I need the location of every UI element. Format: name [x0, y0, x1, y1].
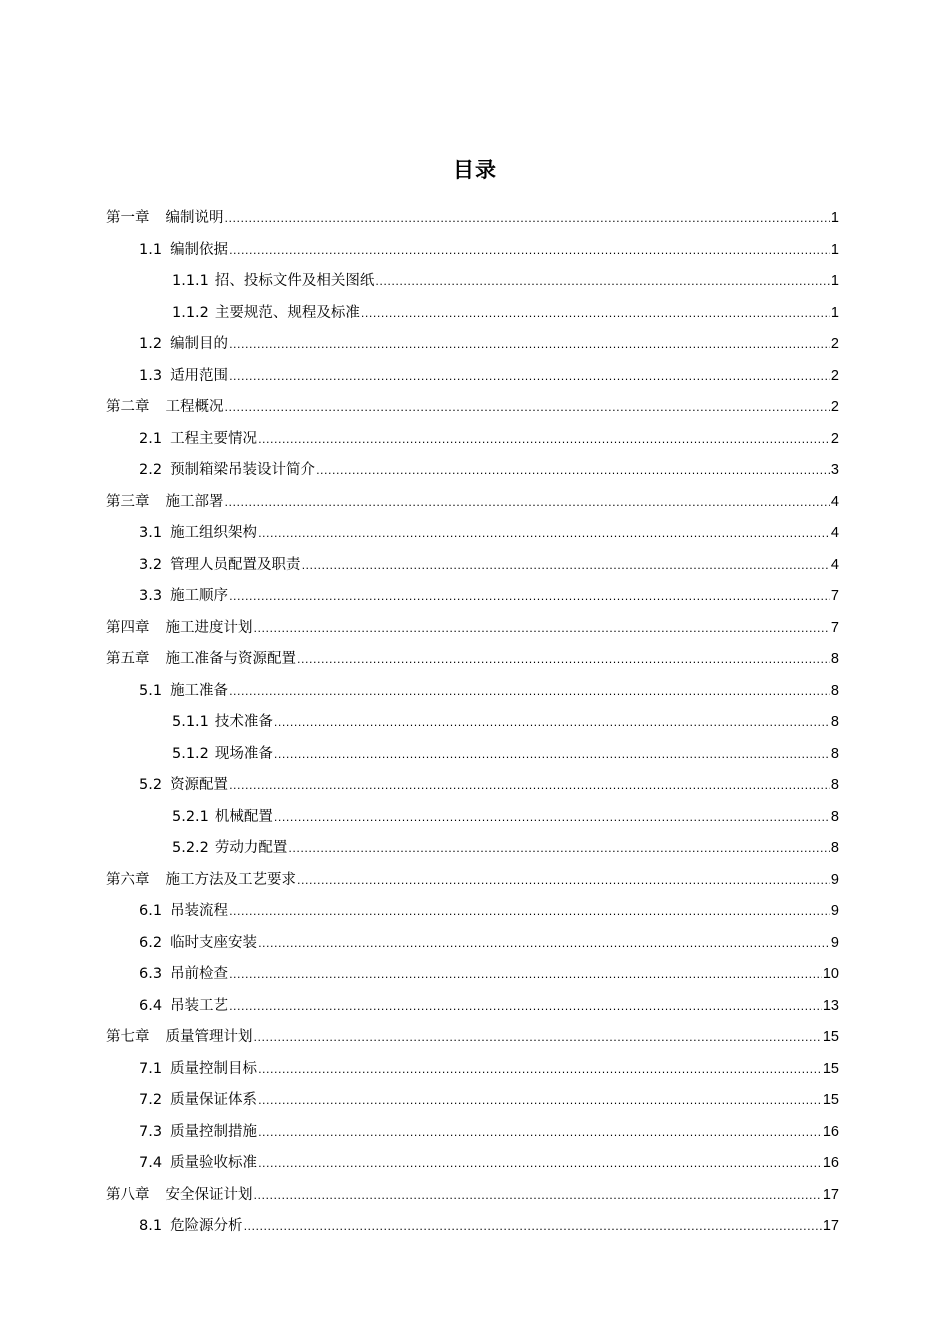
toc-entry-title: 劳动力配置	[214, 840, 288, 856]
toc-entry[interactable]	[106, 1148, 839, 1180]
toc-entry[interactable]	[106, 266, 839, 298]
toc-entry[interactable]	[106, 298, 839, 330]
toc-dot-leader	[297, 644, 830, 676]
toc-page-number: 8	[830, 714, 839, 730]
toc-entry[interactable]	[106, 1022, 839, 1054]
toc-entry-title: 机械配置	[214, 808, 273, 825]
toc-page-number: 8	[830, 777, 839, 793]
toc-entry[interactable]	[106, 644, 839, 676]
toc-page-number: 4	[830, 493, 839, 510]
toc-page-number: 15	[822, 1092, 839, 1108]
table-of-contents	[106, 203, 839, 1243]
toc-dot-leader	[254, 1180, 822, 1212]
toc-entry-number: 8.1	[139, 1218, 163, 1234]
toc-dot-leader	[229, 896, 830, 928]
toc-page-number: 7	[830, 588, 839, 604]
toc-dot-leader	[254, 1022, 822, 1054]
toc-page-number: 16	[822, 1155, 839, 1171]
toc-entry[interactable]	[106, 1211, 839, 1243]
toc-entry-title: 质量保证体系	[170, 1092, 258, 1108]
toc-entry-title: 质量控制措施	[170, 1123, 258, 1140]
toc-page-number: 8	[830, 682, 839, 699]
toc-entry[interactable]	[106, 1054, 839, 1086]
toc-entry[interactable]	[106, 833, 839, 865]
toc-dot-leader	[225, 392, 830, 424]
toc-dot-leader	[229, 991, 822, 1023]
toc-entry[interactable]	[106, 676, 839, 708]
toc-entry-number: 2.1	[139, 430, 163, 447]
toc-entry[interactable]	[106, 203, 839, 235]
toc-entry[interactable]	[106, 550, 839, 582]
toc-entry-number: 7.4	[139, 1155, 163, 1171]
toc-entry-number: 6.4	[139, 997, 163, 1014]
toc-dot-leader	[258, 1148, 822, 1180]
toc-page-number: 16	[822, 1123, 839, 1140]
toc-entry-number: 2.2	[139, 462, 163, 478]
toc-entry-title: 吊装工艺	[170, 997, 229, 1014]
toc-entry-title: 适用范围	[170, 367, 229, 384]
toc-entry-number: 3.2	[139, 556, 163, 573]
toc-page-number: 15	[822, 1029, 839, 1045]
toc-entry[interactable]	[106, 707, 839, 739]
toc-entry[interactable]	[106, 991, 839, 1023]
toc-entry[interactable]	[106, 1085, 839, 1117]
toc-dot-leader	[274, 802, 830, 834]
toc-page-number: 2	[830, 367, 839, 384]
toc-entry-title: 施工顺序	[170, 588, 229, 604]
toc-entry-title: 施工准备	[170, 682, 229, 699]
toc-entry-number: 5.1.2	[172, 745, 209, 762]
toc-dot-leader	[297, 865, 830, 897]
toc-entry-title: 编制依据	[170, 241, 229, 258]
toc-entry-number: 1.1.2	[172, 304, 209, 321]
toc-entry-title: 编制说明	[165, 210, 224, 226]
toc-entry-title: 招、投标文件及相关图纸	[214, 273, 375, 289]
toc-dot-leader	[316, 455, 830, 487]
toc-entry-title: 安全保证计划	[165, 1186, 253, 1203]
toc-entry-title: 工程主要情况	[170, 430, 258, 447]
toc-entry[interactable]	[106, 361, 839, 393]
toc-dot-leader	[229, 235, 830, 267]
toc-page-number: 2	[830, 430, 839, 447]
toc-entry-title: 工程概况	[165, 399, 224, 415]
toc-entry[interactable]	[106, 865, 839, 897]
toc-entry-title: 预制箱梁吊装设计简介	[170, 462, 316, 478]
toc-entry[interactable]	[106, 959, 839, 991]
toc-entry-title: 编制目的	[170, 336, 229, 352]
toc-entry-number: 5.1.1	[172, 714, 209, 730]
toc-entry[interactable]	[106, 739, 839, 771]
toc-entry-number: 第八章	[106, 1186, 150, 1203]
toc-page-number: 4	[830, 525, 839, 541]
toc-page-number: 2	[830, 336, 839, 352]
toc-entry[interactable]	[106, 770, 839, 802]
toc-entry-number: 6.3	[139, 966, 163, 982]
toc-page-number: 9	[830, 871, 839, 888]
toc-entry[interactable]	[106, 455, 839, 487]
toc-entry-number: 1.3	[139, 367, 163, 384]
toc-entry[interactable]	[106, 802, 839, 834]
toc-entry-number: 第四章	[106, 619, 150, 636]
toc-entry[interactable]	[106, 487, 839, 519]
toc-entry-title: 吊装流程	[170, 903, 229, 919]
toc-entry-title: 现场准备	[214, 745, 273, 762]
toc-page-number: 1	[830, 241, 839, 258]
toc-entry[interactable]	[106, 518, 839, 550]
toc-entry-number: 第二章	[106, 399, 150, 415]
toc-page-number: 17	[822, 1186, 839, 1203]
toc-title: 目录	[453, 158, 497, 182]
toc-entry-title: 吊前检查	[170, 966, 229, 982]
toc-dot-leader	[375, 266, 830, 298]
toc-dot-leader	[258, 1117, 822, 1149]
toc-page-number: 8	[830, 808, 839, 825]
toc-entry[interactable]	[106, 392, 839, 424]
toc-entry-number: 3.3	[139, 588, 163, 604]
toc-entry-number: 5.2.2	[172, 840, 209, 856]
toc-entry-title: 技术准备	[214, 714, 273, 730]
toc-entry-title: 施工进度计划	[165, 619, 253, 636]
toc-entry-title: 临时支座安装	[170, 934, 258, 951]
toc-dot-leader	[229, 959, 822, 991]
toc-dot-leader	[229, 676, 830, 708]
toc-dot-leader	[254, 613, 830, 645]
toc-entry[interactable]	[106, 235, 839, 267]
toc-dot-leader	[225, 487, 830, 519]
toc-dot-leader	[229, 361, 830, 393]
toc-page-number: 1	[830, 210, 839, 226]
toc-page-number: 8	[830, 651, 839, 667]
toc-dot-leader	[225, 203, 830, 235]
toc-entry-number: 3.1	[139, 525, 163, 541]
toc-dot-leader	[361, 298, 830, 330]
toc-entry-number: 第五章	[106, 651, 150, 667]
toc-dot-leader	[274, 739, 830, 771]
toc-page-number: 8	[830, 745, 839, 762]
toc-entry-title: 管理人员配置及职责	[170, 556, 301, 573]
toc-entry[interactable]	[106, 424, 839, 456]
toc-dot-leader	[229, 581, 830, 613]
toc-page-number: 7	[830, 619, 839, 636]
toc-entry-title: 施工组织架构	[170, 525, 258, 541]
toc-dot-leader	[258, 518, 830, 550]
toc-entry[interactable]	[106, 329, 839, 361]
toc-entry-number: 6.2	[139, 934, 163, 951]
toc-page-number: 9	[830, 934, 839, 951]
toc-entry-title: 施工部署	[165, 493, 224, 510]
toc-dot-leader	[258, 1054, 822, 1086]
toc-entry[interactable]	[106, 1180, 839, 1212]
toc-entry[interactable]	[106, 896, 839, 928]
toc-entry-number: 第三章	[106, 493, 150, 510]
toc-entry-title: 危险源分析	[170, 1218, 243, 1234]
toc-entry-number: 1.2	[139, 336, 163, 352]
toc-dot-leader	[302, 550, 830, 582]
toc-entry-number: 7.3	[139, 1123, 163, 1140]
toc-entry-title: 质量控制目标	[170, 1060, 258, 1077]
toc-entry[interactable]	[106, 928, 839, 960]
toc-page-number: 4	[830, 556, 839, 573]
toc-dot-leader	[229, 329, 830, 361]
toc-dot-leader	[288, 833, 830, 865]
toc-dot-leader	[244, 1211, 822, 1243]
toc-page-number: 10	[822, 966, 839, 982]
toc-page-number: 13	[822, 997, 839, 1014]
toc-entry-title: 施工方法及工艺要求	[165, 871, 296, 888]
toc-page-number: 2	[830, 399, 839, 415]
toc-entry-title: 质量验收标准	[170, 1155, 258, 1171]
toc-entry-title: 施工准备与资源配置	[165, 651, 296, 667]
toc-entry[interactable]	[106, 613, 839, 645]
toc-dot-leader	[229, 770, 830, 802]
toc-page-number: 15	[822, 1060, 839, 1077]
toc-entry-number: 7.1	[139, 1060, 163, 1077]
toc-dot-leader	[258, 424, 830, 456]
toc-entry-number: 5.2	[139, 777, 163, 793]
toc-page-number: 1	[830, 273, 839, 289]
toc-entry-title: 质量管理计划	[165, 1029, 253, 1045]
toc-entry-number: 6.1	[139, 903, 163, 919]
toc-entry-number: 第七章	[106, 1029, 150, 1045]
toc-entry-number: 5.2.1	[172, 808, 209, 825]
toc-entry-number: 1.1	[139, 241, 163, 258]
toc-page-number: 1	[830, 304, 839, 321]
toc-page-number: 9	[830, 903, 839, 919]
toc-dot-leader	[258, 928, 830, 960]
toc-dot-leader	[258, 1085, 822, 1117]
toc-entry-number: 第六章	[106, 871, 150, 888]
toc-entry-number: 1.1.1	[172, 273, 209, 289]
toc-entry-title: 主要规范、规程及标准	[214, 304, 360, 321]
toc-entry[interactable]	[106, 581, 839, 613]
toc-entry-number: 7.2	[139, 1092, 163, 1108]
toc-entry[interactable]	[106, 1117, 839, 1149]
toc-entry-title: 资源配置	[170, 777, 229, 793]
toc-entry-number: 第一章	[106, 210, 150, 226]
toc-page-number: 17	[822, 1218, 839, 1234]
toc-page-number: 8	[830, 840, 839, 856]
toc-page-number: 3	[830, 462, 839, 478]
toc-dot-leader	[274, 707, 830, 739]
toc-entry-number: 5.1	[139, 682, 163, 699]
